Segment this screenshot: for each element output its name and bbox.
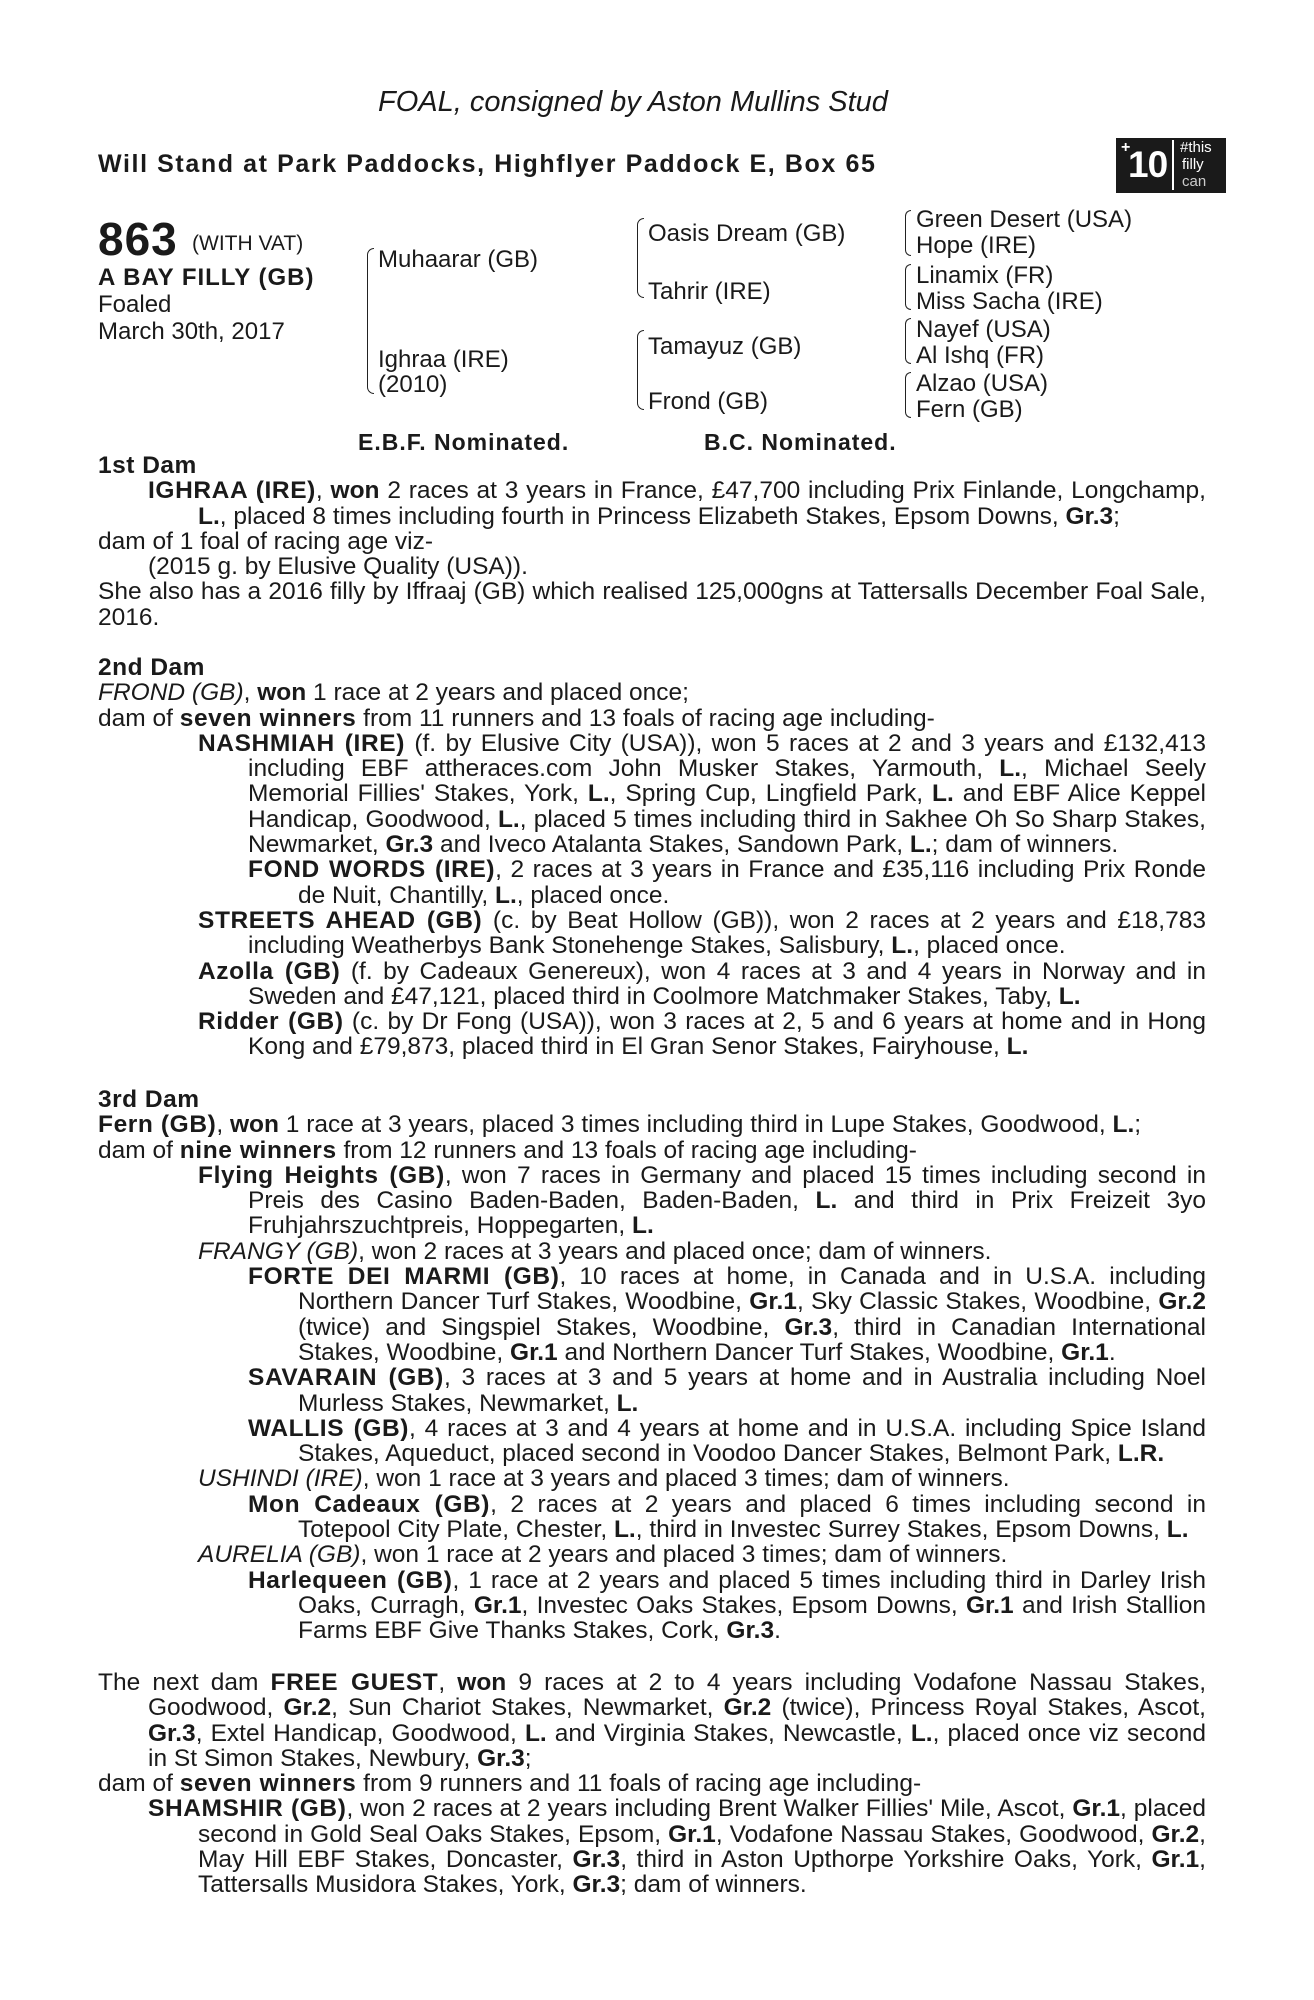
sire-sire: Oasis Dream (GB) xyxy=(648,220,846,247)
third-dam-produce: dam of nine winners from 12 runners and 13 foals of racing age including- xyxy=(98,1136,917,1164)
pedigree-brace-gen3c xyxy=(905,318,911,364)
first-dam-section xyxy=(98,453,1206,630)
third-dam-section xyxy=(98,1087,1206,1644)
ancestor-5: Nayef (USA) xyxy=(916,316,1051,343)
pedigree-brace-gen2a xyxy=(637,218,644,298)
consignor-line: FOAL, consigned by Aston Mullins Stud xyxy=(378,86,888,118)
progeny-frangy: FRANGY (GB), won 2 races at 3 years and placed once; dam of winners. xyxy=(198,1237,992,1265)
progeny-wallis: WALLIS (GB), 4 races at 3 and 4 years at home and in U.S.A. including Spice Island Stakes, Aqueduct, placed second in Voodoo Dancer Stakes, Belmont Park, L.R. xyxy=(248,1414,1207,1468)
progeny-nashmiah: NASHMIAH (IRE) (f. by Elusive City (USA)), won 5 races at 2 and 3 years and £132,413 including EBF attheraces.com John Musker Stakes, Yarmouth, L., Michael Seely Memorial Fillies' Stakes, York, L., Spring Cup, Lingfield Park, L. and EBF Alice Keppel Handicap, Goodwood, L., placed 5 times including third in Sakhee Oh So Sharp Stakes, Newmarket, Gr.3 and Iveco Atalanta Stakes, Sandown Park, L.; dam of winners. xyxy=(198,729,1206,859)
progeny-savarain: SAVARAIN (GB), 3 races at 3 and 5 years at home and in Australia including Noel Murless Stakes, Newmarket, L. xyxy=(248,1364,1206,1417)
sire-dam: Tahrir (IRE) xyxy=(648,278,771,305)
progeny-forte-dei-marmi: FORTE DEI MARMI (GB), 10 races at home, in Canada and in U.S.A. including Northern Dancer Turf Stakes, Woodbine, Gr.1, Sky Classic Stakes, Woodbine, Gr.2 (twice) and Singspiel Stakes, Woodbine, Gr.3, third in Canadian International Stakes, Woodbine, Gr.1 and Northern Dancer Turf Stakes, Woodbine, Gr.1. xyxy=(248,1263,1206,1366)
progeny-mon-cadeaux: Mon Cadeaux (GB), 2 races at 2 years and placed 6 times including second in Totepool City Plate, Chester, L., third in Investec Surrey Stakes, Epsom Downs, L. xyxy=(248,1490,1207,1544)
lot-name: A BAY FILLY (GB) xyxy=(98,264,315,291)
ancestor-2: Hope (IRE) xyxy=(916,232,1037,259)
ancestor-6: Al Ishq (FR) xyxy=(916,342,1045,369)
progeny-ushindi: USHINDI (IRE), won 1 race at 3 years and placed 3 times; dam of winners. xyxy=(198,1465,1010,1493)
second-dam-section xyxy=(98,655,1206,1060)
first-dam-heading: 1st Dam xyxy=(98,452,197,479)
progeny-harlequeen: Harlequeen (GB), 1 race at 2 years and placed 5 times including third in Darley Irish Oaks, Curragh, Gr.1, Investec Oaks Stakes, Epsom Downs, Gr.1 and Irish Stallion Farms EBF Give Thanks Stakes, Cork, Gr.3. xyxy=(248,1566,1206,1645)
ebf-nominated: E.B.F. Nominated. xyxy=(358,429,570,455)
sire: Muhaarar (GB) xyxy=(378,246,539,273)
pedigree-brace-gen3d xyxy=(905,372,911,418)
badge-word-3: can xyxy=(1182,173,1207,190)
third-dam-heading: 3rd Dam xyxy=(98,1086,200,1113)
dam-year: (2010) xyxy=(378,371,448,398)
lot-number: 863 xyxy=(98,213,178,265)
ancestor-8: Fern (GB) xyxy=(916,396,1023,423)
first-dam-foal: (2015 g. by Elusive Quality (USA)). xyxy=(148,553,528,581)
vat-note: (WITH VAT) xyxy=(192,232,304,255)
progeny-flying-heights: Flying Heights (GB), won 7 races in Germany and placed 15 times including second in Preis des Casino Baden-Baden, Baden-Baden, L. and third in Prix Freizeit 3yo Fruhjahrszuchtpreis, Hoppegarten, L. xyxy=(198,1161,1207,1240)
stand-location: Will Stand at Park Paddocks, Highflyer Paddock E, Box 65 xyxy=(98,150,877,178)
fourth-dam-section xyxy=(98,1670,1206,1898)
foaled-label: Foaled xyxy=(98,291,172,318)
ancestor-1: Green Desert (USA) xyxy=(916,206,1133,233)
fourth-dam-produce: dam of seven winners from 9 runners and 11 foals of racing age including- xyxy=(98,1770,922,1798)
dam: Ighraa (IRE) xyxy=(378,346,509,373)
first-dam-note: She also has a 2016 filly by Iffraaj (GB) which realised 125,000gns at Tattersalls December Foal Sale, 2016. xyxy=(98,578,1206,631)
dam-dam: Frond (GB) xyxy=(648,388,769,415)
first-dam-produce: dam of 1 foal of racing age viz- xyxy=(98,527,434,555)
pedigree-brace-gen1 xyxy=(367,248,374,394)
progeny-ridder: Ridder (GB) (c. by Dr Fong (USA)), won 3 races at 2, 5 and 6 years at home and in Hong Kong and £79,873, placed third in El Gran Senor Stakes, Fairyhouse, L. xyxy=(198,1008,1206,1061)
first-dam-entry: IGHRAA (IRE), won 2 races at 3 years in France, £47,700 including Prix Finlande, Longchamp, L., placed 8 times including fourth in Princess Elizabeth Stakes, Epsom Downs, Gr.3; xyxy=(148,477,1206,530)
foaled-date: March 30th, 2017 xyxy=(98,318,285,345)
progeny-azolla: Azolla (GB) (f. by Cadeaux Genereux), won 4 races at 3 and 4 years in Norway and in Sweden and £47,121, placed third in Coolmore Matchmaker Stakes, Taby, L. xyxy=(198,957,1207,1010)
fourth-dam-entry: The next dam FREE GUEST, won 9 races at 2 to 4 years including Vodafone Nassau Stakes, Goodwood, Gr.2, Sun Chariot Stakes, Newmarket, Gr.2 (twice), Princess Royal Stakes, Ascot, Gr.3, Extel Handicap, Goodwood, L. and Virginia Stakes, Newcastle, L., placed once viz second in St Simon Stakes, Newbury, Gr.3; xyxy=(98,1669,1207,1772)
dam-sire: Tamayuz (GB) xyxy=(648,333,802,360)
progeny-streets-ahead: STREETS AHEAD (GB) (c. by Beat Hollow (GB)), won 2 races at 2 years and £18,783 including Weatherbys Bank Stonehenge Stakes, Salisbury, L., placed once. xyxy=(198,906,1206,960)
badge-number: 10 xyxy=(1128,144,1168,185)
second-dam-produce: dam of seven winners from 11 runners and 13 foals of racing age including- xyxy=(98,704,935,732)
pedigree-brace-gen3a xyxy=(905,210,911,256)
second-dam-entry: FROND (GB), won 1 race at 2 years and placed once; xyxy=(98,679,689,707)
pedigree-brace-gen3b xyxy=(905,264,911,310)
ancestor-4: Miss Sacha (IRE) xyxy=(916,288,1103,315)
bc-nominated: B.C. Nominated. xyxy=(704,429,897,455)
progeny-aurelia: AURELIA (GB), won 1 race at 2 years and placed 3 times; dam of winners. xyxy=(198,1541,1008,1569)
progeny-fond-words: FOND WORDS (IRE), 2 races at 3 years in France and £35,116 including Prix Ronde de Nuit, Chantilly, L., placed once. xyxy=(248,856,1206,909)
logo-badge xyxy=(1116,138,1226,193)
progeny-shamshir: SHAMSHIR (GB), won 2 races at 2 years including Brent Walker Fillies' Mile, Ascot, Gr.1, placed second in Gold Seal Oaks Stakes, Epsom, Gr.1, Vodafone Nassau Stakes, Goodwood, Gr.2, May Hill EBF Stakes, Doncaster, Gr.3, third in Aston Upthorpe Yorkshire Oaks, York, Gr.1, Tattersalls Musidora Stakes, York, Gr.3; dam of winners. xyxy=(148,1795,1206,1899)
badge-word-2: filly xyxy=(1182,156,1204,173)
third-dam-entry: Fern (GB), won 1 race at 3 years, placed 3 times including third in Lupe Stakes, Goodwood, L.; xyxy=(98,1111,1142,1139)
badge-plus: + xyxy=(1121,139,1131,156)
ancestor-7: Alzao (USA) xyxy=(916,370,1049,397)
second-dam-heading: 2nd Dam xyxy=(98,654,205,681)
ancestor-3: Linamix (FR) xyxy=(916,262,1054,289)
pedigree-brace-gen2b xyxy=(637,330,644,410)
badge-word-1: #this xyxy=(1180,139,1212,156)
